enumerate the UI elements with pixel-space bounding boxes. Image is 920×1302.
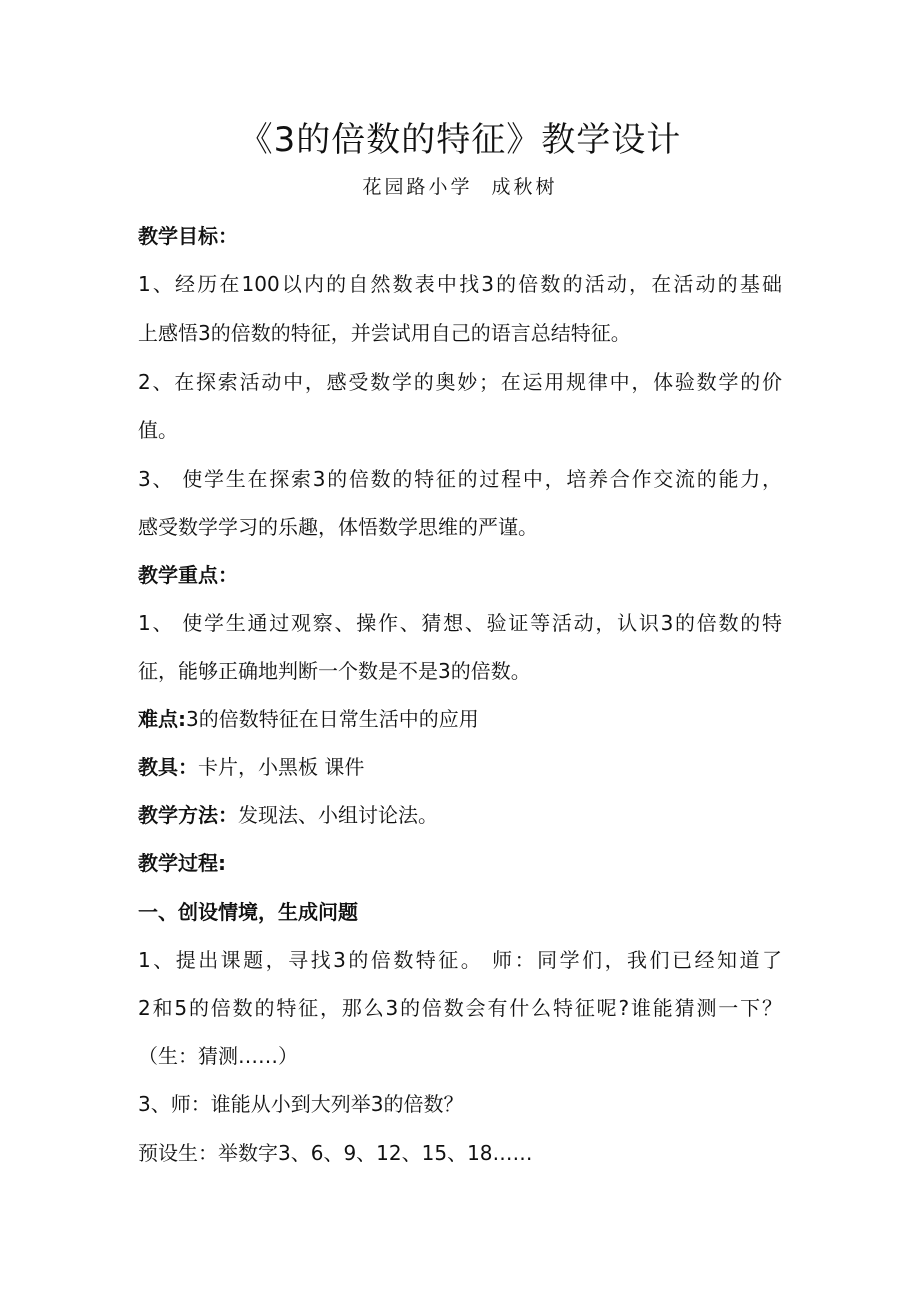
difficulty-text: 3的倍数特征在日常生活中的应用 — [186, 707, 479, 731]
goal-3-line-2: 感受数学学习的乐趣，体悟数学思维的严谨。 — [138, 515, 538, 539]
method-label: 教学方法： — [138, 803, 238, 827]
author-line: 花园路小学 成秋树 — [362, 176, 558, 198]
section-1-heading: 一、创设情境，生成问题 — [138, 900, 358, 924]
paragraph-4-line-1: 预设生：举数字3、6、9、12、15、18…… — [138, 1141, 533, 1165]
tools-label: 教具： — [138, 755, 198, 779]
process-heading: 教学过程: — [138, 851, 226, 875]
goal-3-line-1: 3、 使学生在探索3的倍数的特征的过程中，培养合作交流的能力， — [138, 467, 782, 491]
method-text: 发现法、小组讨论法。 — [238, 803, 438, 827]
tools-text: 卡片，小黑板 课件 — [198, 755, 365, 779]
goal-1-line-1: 1、经历在100以内的自然数表中找3的倍数的活动，在活动的基础 — [138, 272, 782, 296]
paragraph-1-line-3: （生：猜测……） — [138, 1044, 298, 1068]
paragraph-1-line-2: 2和5的倍数的特征，那么3的倍数会有什么特征呢?谁能猜测一下？ — [138, 996, 782, 1020]
method-line — [138, 799, 438, 828]
key-point-1-line-1: 1、 使学生通过观察、操作、猜想、验证等活动，认识3的倍数的特 — [138, 611, 782, 635]
goals-heading: 教学目标： — [138, 224, 238, 248]
key-points-heading: 教学重点： — [138, 563, 238, 587]
key-point-1-line-2: 征，能够正确地判断一个数是不是3的倍数。 — [138, 659, 531, 683]
paragraph-1-line-1: 1、提出课题，寻找3的倍数特征。 师：同学们，我们已经知道了 — [138, 948, 782, 972]
difficulty-label: 难点: — [138, 707, 186, 731]
difficulty-line — [138, 703, 479, 732]
goal-1-line-2: 上感悟3的倍数的特征，并尝试用自己的语言总结特征。 — [138, 321, 631, 345]
document-title: 《3的倍数的特征》教学设计 — [238, 120, 682, 160]
tools-line — [138, 751, 364, 780]
paragraph-3-line-1: 3、师：谁能从小到大列举3的倍数？ — [138, 1092, 464, 1116]
goal-2-line-2: 值。 — [138, 418, 178, 442]
goal-2-line-1: 2、在探索活动中，感受数学的奥妙；在运用规律中，体验数学的价 — [138, 370, 782, 394]
